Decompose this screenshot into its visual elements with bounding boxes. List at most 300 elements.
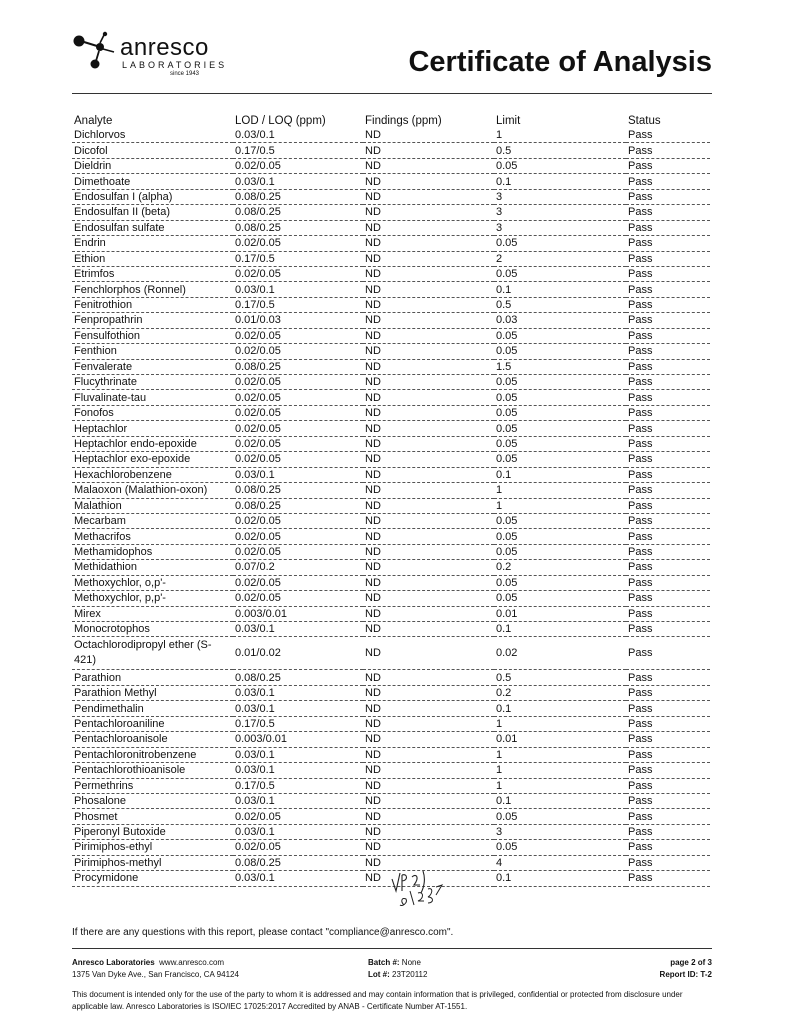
analyte-cell: Fenchlorphos (Ronnel) <box>72 282 233 297</box>
table-row <box>72 266 710 281</box>
table-row <box>72 205 710 220</box>
lod-loq-cell: 0.17/0.5 <box>233 716 363 731</box>
limit-cell: 0.1 <box>494 467 626 482</box>
table-row <box>72 220 710 235</box>
lod-loq-cell: 0.02/0.05 <box>233 158 363 173</box>
analyte-cell: Fenvalerate <box>72 359 233 374</box>
footer-address: 1375 Van Dyke Ave., San Francisco, CA 94124 <box>72 970 239 979</box>
limit-cell: 3 <box>494 189 626 204</box>
analyte-cell: Dicofol <box>72 143 233 158</box>
status-cell: Pass <box>626 747 710 762</box>
table-row <box>72 824 710 839</box>
findings-cell: ND <box>363 716 494 731</box>
molecule-logo-icon <box>72 30 122 78</box>
analyte-cell: Pendimethalin <box>72 701 233 716</box>
lod-loq-cell: 0.02/0.05 <box>233 513 363 528</box>
status-cell: Pass <box>626 622 710 637</box>
results-table <box>72 113 710 887</box>
status-cell: Pass <box>626 778 710 793</box>
limit-cell: 1 <box>494 763 626 778</box>
analyte-cell: Dimethoate <box>72 174 233 189</box>
findings-cell: ND <box>363 405 494 420</box>
table-row <box>72 390 710 405</box>
status-cell: Pass <box>626 452 710 467</box>
status-cell: Pass <box>626 128 710 143</box>
table-row <box>72 701 710 716</box>
analyte-cell: Pentachlorothioanisole <box>72 763 233 778</box>
analyte-cell: Fonofos <box>72 405 233 420</box>
lod-loq-cell: 0.02/0.05 <box>233 809 363 824</box>
lod-loq-cell: 0.01/0.03 <box>233 313 363 328</box>
analyte-cell: Pirimiphos-methyl <box>72 855 233 870</box>
limit-cell: 0.5 <box>494 297 626 312</box>
lod-loq-cell: 0.17/0.5 <box>233 251 363 266</box>
limit-cell: 0.05 <box>494 436 626 451</box>
limit-cell: 0.1 <box>494 282 626 297</box>
lod-loq-cell: 0.17/0.5 <box>233 143 363 158</box>
status-cell: Pass <box>626 236 710 251</box>
table-row <box>72 747 710 762</box>
limit-cell: 0.02 <box>494 637 626 670</box>
status-cell: Pass <box>626 313 710 328</box>
findings-cell: ND <box>363 205 494 220</box>
status-cell: Pass <box>626 405 710 420</box>
table-row <box>72 467 710 482</box>
analyte-cell: Parathion Methyl <box>72 685 233 700</box>
limit-cell: 1 <box>494 128 626 143</box>
status-cell: Pass <box>626 436 710 451</box>
lod-loq-cell: 0.02/0.05 <box>233 344 363 359</box>
lod-loq-cell: 0.02/0.05 <box>233 591 363 606</box>
lod-loq-cell: 0.02/0.05 <box>233 236 363 251</box>
analyte-cell: Heptachlor endo-epoxide <box>72 436 233 451</box>
lod-loq-cell: 0.03/0.1 <box>233 793 363 808</box>
table-row <box>72 575 710 590</box>
findings-cell: ND <box>363 529 494 544</box>
analyte-cell: Dichlorvos <box>72 128 233 143</box>
findings-cell: ND <box>363 701 494 716</box>
findings-cell: ND <box>363 128 494 143</box>
analyte-cell: Heptachlor <box>72 421 233 436</box>
table-row <box>72 498 710 513</box>
analyte-cell: Phosalone <box>72 793 233 808</box>
table-row <box>72 529 710 544</box>
status-cell: Pass <box>626 375 710 390</box>
footer-disclaimer: This document is intended only for the use of the party to whom it is addressed and may contain information that is privileged, confidential or protected from disclosure under applicable law. Anresco Laboratories is ISO/IEC 17025:2017 Accredited by ANAB - Certificate Number AT-1551. <box>72 990 683 1011</box>
findings-cell: ND <box>363 282 494 297</box>
lod-loq-cell: 0.02/0.05 <box>233 840 363 855</box>
table-row <box>72 670 710 685</box>
analyte-cell: Procymidone <box>72 871 233 886</box>
analyte-cell: Mecarbam <box>72 513 233 528</box>
analyte-cell: Methoxychlor, p,p'- <box>72 591 233 606</box>
status-cell: Pass <box>626 871 710 886</box>
footer-lot-value: 23T20112 <box>392 970 428 979</box>
findings-cell: ND <box>363 174 494 189</box>
limit-cell: 0.05 <box>494 840 626 855</box>
analyte-cell: Malaoxon (Malathion-oxon) <box>72 483 233 498</box>
lod-loq-cell: 0.08/0.25 <box>233 205 363 220</box>
findings-cell: ND <box>363 390 494 405</box>
column-header-findings: Findings (ppm) <box>365 114 442 127</box>
findings-cell: ND <box>363 513 494 528</box>
table-row <box>72 622 710 637</box>
status-cell: Pass <box>626 189 710 204</box>
status-cell: Pass <box>626 513 710 528</box>
status-cell: Pass <box>626 205 710 220</box>
limit-cell: 0.1 <box>494 622 626 637</box>
table-row <box>72 344 710 359</box>
footer-report-id: Report ID: T-2 <box>659 970 712 979</box>
analyte-cell: Ethion <box>72 251 233 266</box>
findings-cell: ND <box>363 236 494 251</box>
limit-cell: 0.5 <box>494 670 626 685</box>
footer-company: Anresco Laboratories <box>72 958 155 967</box>
findings-cell: ND <box>363 670 494 685</box>
status-cell: Pass <box>626 421 710 436</box>
findings-cell: ND <box>363 778 494 793</box>
lod-loq-cell: 0.08/0.25 <box>233 670 363 685</box>
footer-batch-label: Batch #: <box>368 958 400 967</box>
limit-cell: 0.05 <box>494 452 626 467</box>
analyte-cell: Malathion <box>72 498 233 513</box>
findings-cell: ND <box>363 189 494 204</box>
analyte-cell: Methoxychlor, o,p'- <box>72 575 233 590</box>
limit-cell: 0.05 <box>494 236 626 251</box>
findings-cell: ND <box>363 436 494 451</box>
lod-loq-cell: 0.08/0.25 <box>233 855 363 870</box>
table-row <box>72 251 710 266</box>
limit-cell: 0.05 <box>494 158 626 173</box>
limit-cell: 0.01 <box>494 606 626 621</box>
status-cell: Pass <box>626 732 710 747</box>
lod-loq-cell: 0.17/0.5 <box>233 297 363 312</box>
lod-loq-cell: 0.02/0.05 <box>233 328 363 343</box>
analyte-cell: Endosulfan I (alpha) <box>72 189 233 204</box>
analyte-cell: Endosulfan sulfate <box>72 220 233 235</box>
limit-cell: 0.05 <box>494 513 626 528</box>
limit-cell: 1.5 <box>494 359 626 374</box>
lod-loq-cell: 0.03/0.1 <box>233 871 363 886</box>
lod-loq-cell: 0.03/0.1 <box>233 763 363 778</box>
analyte-cell: Monocrotophos <box>72 622 233 637</box>
findings-cell: ND <box>363 685 494 700</box>
table-row <box>72 732 710 747</box>
table-row <box>72 483 710 498</box>
table-row <box>72 282 710 297</box>
findings-cell: ND <box>363 591 494 606</box>
table-row <box>72 143 710 158</box>
lod-loq-cell: 0.02/0.05 <box>233 405 363 420</box>
table-row <box>72 405 710 420</box>
table-row <box>72 174 710 189</box>
status-cell: Pass <box>626 297 710 312</box>
footer-website: www.anresco.com <box>159 958 225 967</box>
lod-loq-cell: 0.02/0.05 <box>233 375 363 390</box>
limit-cell: 0.05 <box>494 328 626 343</box>
status-cell: Pass <box>626 344 710 359</box>
column-header-analyte: Analyte <box>74 114 113 127</box>
analyte-cell: Pentachloroaniline <box>72 716 233 731</box>
document-title: Certificate of Analysis <box>408 46 712 78</box>
lod-loq-cell: 0.03/0.1 <box>233 747 363 762</box>
findings-cell: ND <box>363 467 494 482</box>
limit-cell: 0.2 <box>494 560 626 575</box>
footer-batch-info <box>368 957 427 981</box>
status-cell: Pass <box>626 498 710 513</box>
findings-cell: ND <box>363 452 494 467</box>
findings-cell: ND <box>363 266 494 281</box>
findings-cell: ND <box>363 871 494 886</box>
table-row <box>72 793 710 808</box>
limit-cell: 0.05 <box>494 405 626 420</box>
status-cell: Pass <box>626 575 710 590</box>
lod-loq-cell: 0.02/0.05 <box>233 390 363 405</box>
findings-cell: ND <box>363 763 494 778</box>
status-cell: Pass <box>626 220 710 235</box>
lod-loq-cell: 0.08/0.25 <box>233 359 363 374</box>
table-row <box>72 763 710 778</box>
lod-loq-cell: 0.01/0.02 <box>233 637 363 670</box>
analyte-cell: Heptachlor exo-epoxide <box>72 452 233 467</box>
status-cell: Pass <box>626 763 710 778</box>
table-row <box>72 328 710 343</box>
analyte-cell: Dieldrin <box>72 158 233 173</box>
status-cell: Pass <box>626 544 710 559</box>
lod-loq-cell: 0.02/0.05 <box>233 266 363 281</box>
status-cell: Pass <box>626 328 710 343</box>
table-row <box>72 840 710 855</box>
status-cell: Pass <box>626 824 710 839</box>
table-row <box>72 128 710 143</box>
limit-cell: 1 <box>494 747 626 762</box>
footer-lot-label: Lot #: <box>368 970 390 979</box>
findings-cell: ND <box>363 824 494 839</box>
status-cell: Pass <box>626 266 710 281</box>
findings-cell: ND <box>363 560 494 575</box>
limit-cell: 0.05 <box>494 266 626 281</box>
table-row <box>72 313 710 328</box>
findings-cell: ND <box>363 622 494 637</box>
findings-cell: ND <box>363 375 494 390</box>
findings-cell: ND <box>363 747 494 762</box>
table-row <box>72 778 710 793</box>
limit-cell: 0.1 <box>494 793 626 808</box>
lod-loq-cell: 0.003/0.01 <box>233 606 363 621</box>
lod-loq-cell: 0.08/0.25 <box>233 483 363 498</box>
lod-loq-cell: 0.02/0.05 <box>233 436 363 451</box>
table-header-row <box>72 113 710 128</box>
analyte-cell: Hexachlorobenzene <box>72 467 233 482</box>
analyte-cell: Fensulfothion <box>72 328 233 343</box>
limit-cell: 0.05 <box>494 344 626 359</box>
status-cell: Pass <box>626 793 710 808</box>
status-cell: Pass <box>626 251 710 266</box>
brand-name: anresco <box>120 34 209 61</box>
lod-loq-cell: 0.003/0.01 <box>233 732 363 747</box>
findings-cell: ND <box>363 544 494 559</box>
limit-cell: 0.05 <box>494 529 626 544</box>
analyte-cell: Etrimfos <box>72 266 233 281</box>
status-cell: Pass <box>626 591 710 606</box>
contact-note: If there are any questions with this report, please contact "compliance@anresco.com". <box>72 927 454 938</box>
limit-cell: 3 <box>494 205 626 220</box>
findings-cell: ND <box>363 220 494 235</box>
findings-cell: ND <box>363 359 494 374</box>
lod-loq-cell: 0.03/0.1 <box>233 128 363 143</box>
findings-cell: ND <box>363 732 494 747</box>
brand-subtitle: LABORATORIES <box>122 60 228 70</box>
limit-cell: 0.05 <box>494 809 626 824</box>
analyte-cell: Pentachloronitrobenzene <box>72 747 233 762</box>
limit-cell: 0.05 <box>494 544 626 559</box>
analyte-cell: Methacrifos <box>72 529 233 544</box>
analyte-cell: Parathion <box>72 670 233 685</box>
limit-cell: 1 <box>494 498 626 513</box>
limit-cell: 0.05 <box>494 421 626 436</box>
table-row <box>72 236 710 251</box>
findings-cell: ND <box>363 158 494 173</box>
table-row <box>72 716 710 731</box>
header-divider <box>72 93 712 94</box>
lod-loq-cell: 0.02/0.05 <box>233 452 363 467</box>
table-row <box>72 452 710 467</box>
lod-loq-cell: 0.08/0.25 <box>233 220 363 235</box>
analyte-cell: Pentachloroanisole <box>72 732 233 747</box>
findings-cell: ND <box>363 637 494 670</box>
analyte-cell: Flucythrinate <box>72 375 233 390</box>
findings-cell: ND <box>363 793 494 808</box>
findings-cell: ND <box>363 328 494 343</box>
table-row <box>72 297 710 312</box>
findings-cell: ND <box>363 575 494 590</box>
table-row <box>72 560 710 575</box>
analyte-cell: Endosulfan II (beta) <box>72 205 233 220</box>
analyte-cell: Methamidophos <box>72 544 233 559</box>
limit-cell: 0.05 <box>494 575 626 590</box>
limit-cell: 0.03 <box>494 313 626 328</box>
table-row <box>72 809 710 824</box>
status-cell: Pass <box>626 483 710 498</box>
lod-loq-cell: 0.03/0.1 <box>233 824 363 839</box>
column-header-lod-loq: LOD / LOQ (ppm) <box>235 114 326 127</box>
company-logo <box>72 30 242 80</box>
analyte-cell: Fluvalinate-tau <box>72 390 233 405</box>
limit-cell: 0.2 <box>494 685 626 700</box>
status-cell: Pass <box>626 143 710 158</box>
lod-loq-cell: 0.02/0.05 <box>233 575 363 590</box>
limit-cell: 2 <box>494 251 626 266</box>
analyte-cell: Mirex <box>72 606 233 621</box>
table-row <box>72 189 710 204</box>
table-row <box>72 606 710 621</box>
limit-cell: 1 <box>494 716 626 731</box>
status-cell: Pass <box>626 390 710 405</box>
limit-cell: 3 <box>494 824 626 839</box>
footer-batch-value: None <box>401 958 421 967</box>
status-cell: Pass <box>626 529 710 544</box>
status-cell: Pass <box>626 467 710 482</box>
findings-cell: ND <box>363 251 494 266</box>
limit-cell: 1 <box>494 778 626 793</box>
analyte-cell: Phosmet <box>72 809 233 824</box>
limit-cell: 0.1 <box>494 701 626 716</box>
findings-cell: ND <box>363 606 494 621</box>
lod-loq-cell: 0.03/0.1 <box>233 685 363 700</box>
table-row <box>72 513 710 528</box>
lod-loq-cell: 0.17/0.5 <box>233 778 363 793</box>
table-row <box>72 685 710 700</box>
analyte-cell: Methidathion <box>72 560 233 575</box>
table-row <box>72 375 710 390</box>
handwritten-signature <box>390 865 460 915</box>
table-row <box>72 421 710 436</box>
lod-loq-cell: 0.03/0.1 <box>233 622 363 637</box>
brand-since: since 1943 <box>170 71 200 77</box>
lod-loq-cell: 0.02/0.05 <box>233 421 363 436</box>
lod-loq-cell: 0.08/0.25 <box>233 189 363 204</box>
lod-loq-cell: 0.02/0.05 <box>233 529 363 544</box>
status-cell: Pass <box>626 855 710 870</box>
analyte-cell: Fenthion <box>72 344 233 359</box>
analyte-cell: Endrin <box>72 236 233 251</box>
lod-loq-cell: 0.03/0.1 <box>233 174 363 189</box>
footer-page-info <box>660 957 712 981</box>
limit-cell: 1 <box>494 483 626 498</box>
status-cell: Pass <box>626 560 710 575</box>
status-cell: Pass <box>626 282 710 297</box>
status-cell: Pass <box>626 840 710 855</box>
limit-cell: 0.5 <box>494 143 626 158</box>
findings-cell: ND <box>363 498 494 513</box>
table-row <box>72 436 710 451</box>
limit-cell: 3 <box>494 220 626 235</box>
status-cell: Pass <box>626 637 710 670</box>
analyte-cell: Piperonyl Butoxide <box>72 824 233 839</box>
findings-cell: ND <box>363 840 494 855</box>
status-cell: Pass <box>626 809 710 824</box>
lod-loq-cell: 0.03/0.1 <box>233 701 363 716</box>
status-cell: Pass <box>626 685 710 700</box>
table-body <box>72 128 710 886</box>
status-cell: Pass <box>626 716 710 731</box>
analyte-cell: Permethrins <box>72 778 233 793</box>
analyte-cell: Fenpropathrin <box>72 313 233 328</box>
table-row <box>72 158 710 173</box>
status-cell: Pass <box>626 701 710 716</box>
findings-cell: ND <box>363 297 494 312</box>
status-cell: Pass <box>626 670 710 685</box>
column-header-limit: Limit <box>496 114 521 127</box>
status-cell: Pass <box>626 174 710 189</box>
table-row <box>72 637 710 670</box>
findings-cell: ND <box>363 855 494 870</box>
table-row <box>72 544 710 559</box>
table-row <box>72 359 710 374</box>
lod-loq-cell: 0.08/0.25 <box>233 498 363 513</box>
footer-company-info <box>72 957 239 981</box>
limit-cell: 0.05 <box>494 591 626 606</box>
limit-cell: 0.1 <box>494 174 626 189</box>
lod-loq-cell: 0.02/0.05 <box>233 544 363 559</box>
footer-divider <box>72 948 712 949</box>
status-cell: Pass <box>626 606 710 621</box>
lod-loq-cell: 0.07/0.2 <box>233 560 363 575</box>
footer-page-number: page 2 of 3 <box>670 958 712 967</box>
analyte-cell: Octachlorodipropyl ether (S-421) <box>72 637 233 670</box>
limit-cell: 0.01 <box>494 732 626 747</box>
limit-cell: 0.05 <box>494 390 626 405</box>
